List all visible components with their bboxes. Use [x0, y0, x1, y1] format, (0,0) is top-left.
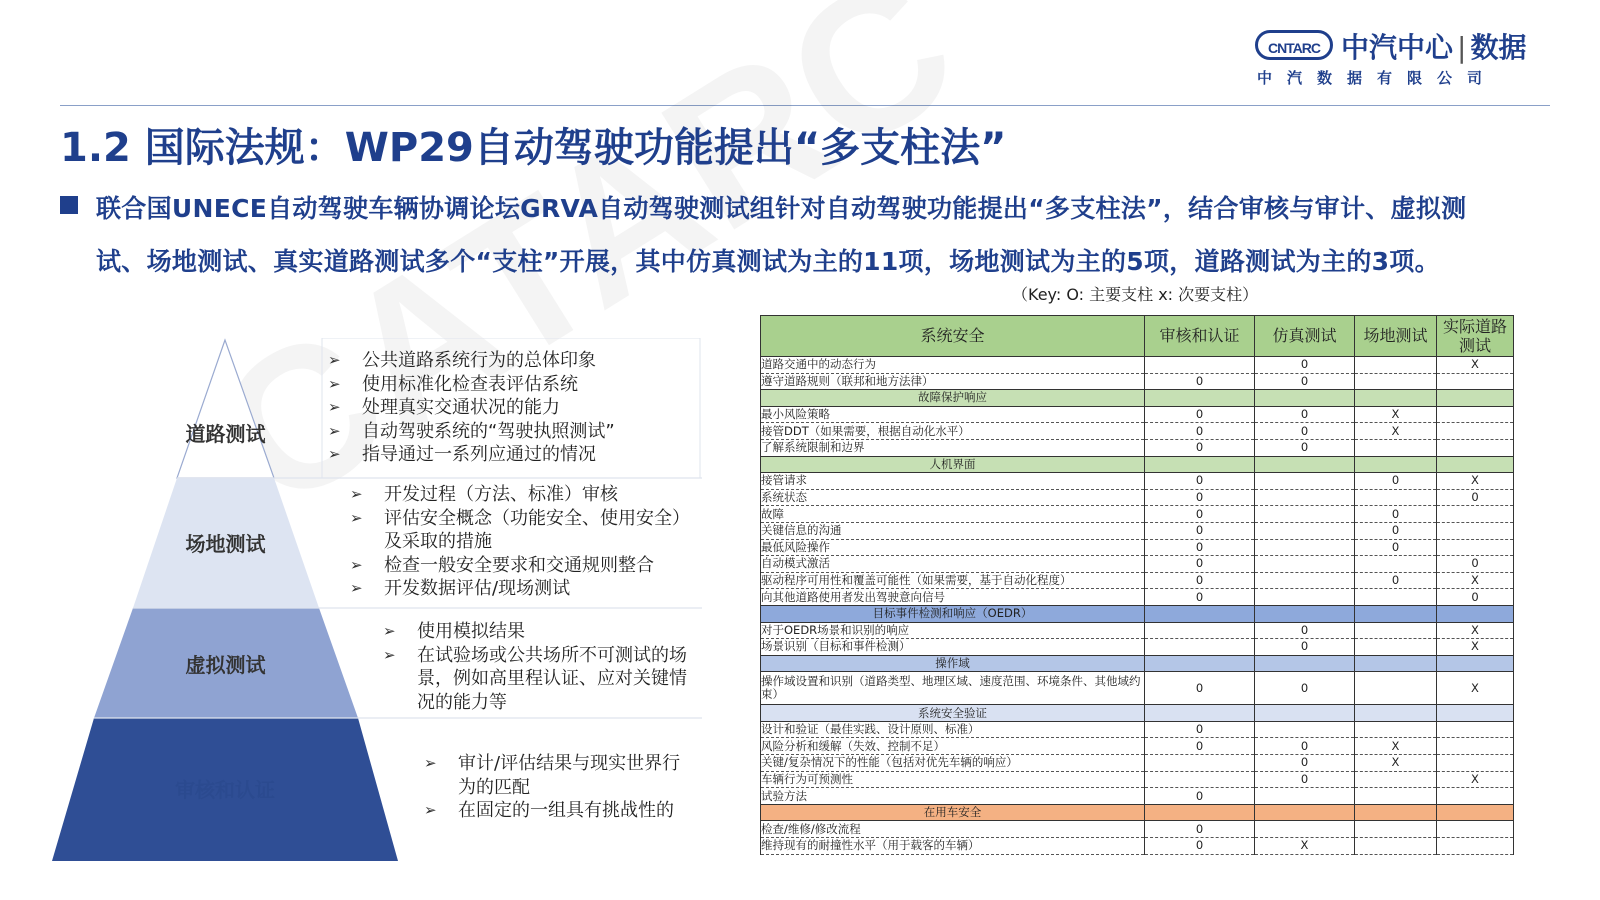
list-item: ➢ 评估安全概念（功能安全、使用安全）及采取的措施	[350, 507, 695, 554]
pillar-mark-cell	[1255, 821, 1355, 838]
road-test-list	[328, 349, 688, 467]
table-section-row	[761, 456, 1514, 473]
company-logo	[1255, 22, 1545, 88]
pillar-mark-cell: 0	[1437, 589, 1514, 606]
pillar-mark-cell: 0	[1355, 473, 1437, 490]
pillar-mark-cell: 0	[1145, 572, 1255, 589]
pillar-mark-cell	[1437, 738, 1514, 755]
pillar-mark-cell: 0	[1145, 522, 1255, 539]
pillar-mark-cell: 0	[1255, 622, 1355, 639]
row-label-cell: 故障	[761, 506, 1145, 523]
pillar-mark-cell	[1355, 439, 1437, 456]
list-item: ➢ 公共道路系统行为的总体印象	[328, 349, 688, 373]
pillar-mark-cell: 0	[1145, 672, 1255, 705]
pyramid-label-track: 场地测试	[185, 532, 266, 556]
page-title: 1.2 国际法规：WP29自动驾驶功能提出“多支柱法”	[60, 125, 1007, 171]
pillar-mark-cell: X	[1355, 423, 1437, 440]
section-fill-cell	[1255, 655, 1355, 672]
virtual-test-list	[383, 620, 698, 714]
table-row	[761, 821, 1514, 838]
table-section-row	[761, 655, 1514, 672]
section-fill-cell	[1355, 390, 1437, 407]
row-label-cell: 设计和验证（最佳实践、设计原则、标准）	[761, 721, 1145, 738]
pillar-mark-cell: 0	[1145, 439, 1255, 456]
pillar-mark-cell: 0	[1145, 506, 1255, 523]
table-row	[761, 771, 1514, 788]
section-label: 目标事件检测和响应（OEDR）	[761, 605, 1145, 622]
table-row	[761, 788, 1514, 805]
pillar-mark-cell	[1437, 522, 1514, 539]
row-label-cell: 向其他道路使用者发出驾驶意向信号	[761, 589, 1145, 606]
pillar-mark-cell: 0	[1145, 821, 1255, 838]
table-section-row	[761, 605, 1514, 622]
pillar-mark-cell	[1255, 556, 1355, 573]
table-row	[761, 506, 1514, 523]
list-item: ➢ 开发过程（方法、标准）审核	[350, 483, 695, 507]
section-label: 操作域	[761, 655, 1145, 672]
table-row	[761, 639, 1514, 656]
table-row	[761, 556, 1514, 573]
section-fill-cell	[1355, 605, 1437, 622]
pillar-mark-cell: 0	[1145, 788, 1255, 805]
section-label: 人机界面	[761, 456, 1145, 473]
pillar-mark-cell: X	[1437, 357, 1514, 374]
pillar-mark-cell: 0	[1355, 506, 1437, 523]
section-label: 系统安全验证	[761, 705, 1145, 722]
pillar-mark-cell: 0	[1145, 721, 1255, 738]
pillar-mark-cell: 0	[1145, 373, 1255, 390]
pillar-mark-cell	[1437, 439, 1514, 456]
list-item: ➢ 检查一般安全要求和交通规则整合	[350, 554, 695, 578]
pillar-mark-cell	[1255, 788, 1355, 805]
pillar-mark-cell	[1437, 821, 1514, 838]
row-label-cell: 关键信息的沟通	[761, 522, 1145, 539]
pillar-mark-cell	[1355, 672, 1437, 705]
track-test-list	[350, 483, 695, 601]
pillar-mark-cell	[1355, 556, 1437, 573]
pillar-mark-cell: 0	[1145, 406, 1255, 423]
pillar-mark-cell: 0	[1145, 738, 1255, 755]
pillar-mark-cell: 0	[1145, 489, 1255, 506]
pillar-mark-cell	[1145, 622, 1255, 639]
table-row	[761, 473, 1514, 490]
pillar-mark-cell: 0	[1437, 556, 1514, 573]
row-label-cell: 自动模式激活	[761, 556, 1145, 573]
header-system-safety: 系统安全	[761, 316, 1145, 357]
pillar-mark-cell: 0	[1355, 572, 1437, 589]
section-fill-cell	[1355, 804, 1437, 821]
pillar-mark-cell: 0	[1145, 423, 1255, 440]
pillar-mark-cell	[1255, 473, 1355, 490]
row-label-cell: 接管DDT（如果需要，根据自动化水平）	[761, 423, 1145, 440]
section-fill-cell	[1255, 804, 1355, 821]
pillar-mark-cell: X	[1355, 755, 1437, 772]
logo-name-suffix: 数据	[1470, 31, 1527, 64]
pillar-mark-cell: X	[1437, 771, 1514, 788]
row-label-cell: 系统状态	[761, 489, 1145, 506]
section-fill-cell	[1437, 655, 1514, 672]
section-fill-cell	[1355, 705, 1437, 722]
table-section-row	[761, 705, 1514, 722]
section-fill-cell	[1437, 605, 1514, 622]
section-fill-cell	[1145, 804, 1255, 821]
pillar-mark-cell	[1437, 406, 1514, 423]
pillar-mark-cell	[1437, 539, 1514, 556]
pillar-mark-cell	[1255, 539, 1355, 556]
pillar-mark-cell	[1355, 838, 1437, 855]
row-label-cell: 维持现有的耐撞性水平（用于载客的车辆）	[761, 838, 1145, 855]
pillar-mark-cell: 0	[1145, 838, 1255, 855]
logo-name-main: 中汽中心	[1341, 31, 1454, 64]
pillar-mark-cell	[1355, 721, 1437, 738]
table-row	[761, 539, 1514, 556]
row-label-cell: 对于OEDR场景和识别的响应	[761, 622, 1145, 639]
pillar-mark-cell	[1145, 357, 1255, 374]
logo-subtitle: 中汽数据有限公司	[1257, 69, 1498, 87]
list-item: ➢ 在试验场或公共场所不可测试的场景，例如高里程认证、应对关键情况的能力等	[383, 644, 698, 715]
row-label-cell: 操作域设置和识别（道路类型、地理区域、速度范围、环境条件、其他域约束）	[761, 672, 1145, 705]
pillar-mark-cell: X	[1437, 672, 1514, 705]
audit-list	[424, 752, 694, 823]
section-fill-cell	[1145, 705, 1255, 722]
pillar-mark-cell: 0	[1255, 771, 1355, 788]
table-section-row	[761, 804, 1514, 821]
pillar-mark-cell: X	[1255, 838, 1355, 855]
intro-paragraph: 联合国UNECE自动驾驶车辆协调论坛GRVA自动驾驶测试组针对自动驾驶功能提出“多支柱法”，结合审核与审计、虚拟测试、场地测试、真实道路测试多个“支柱”开展，其中仿真测试为主的11项，场地测试为主的5项，道路测试为主的3项。	[96, 194, 1467, 276]
row-label-cell: 驱动程序可用性和覆盖可能性（如果需要，基于自动化程度）	[761, 572, 1145, 589]
pillar-mark-cell: 0	[1145, 589, 1255, 606]
row-label-cell: 试验方法	[761, 788, 1145, 805]
pillar-mark-cell: X	[1437, 639, 1514, 656]
pillar-mark-cell: X	[1437, 622, 1514, 639]
pillar-mark-cell: 0	[1255, 672, 1355, 705]
pillar-mark-cell: 0	[1255, 406, 1355, 423]
table-row	[761, 406, 1514, 423]
pillar-mark-cell: 0	[1145, 539, 1255, 556]
pillar-mark-cell	[1355, 788, 1437, 805]
square-bullet-icon	[60, 196, 78, 214]
pillar-mark-cell: 0	[1145, 473, 1255, 490]
table-row	[761, 489, 1514, 506]
section-label: 故障保护响应	[761, 390, 1145, 407]
pillar-mark-cell	[1255, 721, 1355, 738]
pillar-mark-cell	[1437, 788, 1514, 805]
pyramid-label-audit: 审核和认证	[175, 778, 275, 802]
section-fill-cell	[1255, 705, 1355, 722]
pillar-mark-cell: 0	[1255, 755, 1355, 772]
table-row	[761, 672, 1514, 705]
section-fill-cell	[1255, 605, 1355, 622]
pillar-mark-cell: X	[1437, 572, 1514, 589]
pillar-mark-cell: 0	[1437, 489, 1514, 506]
pyramid-level-road	[177, 340, 274, 478]
row-label-cell: 遵守道路规则（联邦和地方法律）	[761, 373, 1145, 390]
pillar-mark-cell	[1437, 721, 1514, 738]
row-label-cell: 场景识别（目标和事件检测）	[761, 639, 1145, 656]
row-label-cell: 最低风险操作	[761, 539, 1145, 556]
header-divider	[60, 105, 1550, 106]
pillar-mark-cell: 0	[1255, 423, 1355, 440]
section-fill-cell	[1355, 655, 1437, 672]
list-item: ➢ 使用标准化检查表评估系统	[328, 373, 688, 397]
pyramid-label-virtual: 虚拟测试	[185, 653, 266, 677]
row-label-cell: 接管请求	[761, 473, 1145, 490]
pillar-mark-cell	[1355, 373, 1437, 390]
pillar-mark-cell: X	[1355, 406, 1437, 423]
pillar-mark-cell	[1437, 838, 1514, 855]
table-row	[761, 572, 1514, 589]
table-row	[761, 838, 1514, 855]
table-row	[761, 622, 1514, 639]
logo-name: 中汽中心 | 数据	[1341, 31, 1527, 64]
pillar-mark-cell	[1145, 755, 1255, 772]
pillar-mark-cell	[1255, 522, 1355, 539]
section-label: 在用车安全	[761, 804, 1145, 821]
table-key-note: （Key: O: 主要支柱 x: 次要支柱）	[1012, 285, 1259, 304]
pillar-mark-cell	[1255, 572, 1355, 589]
pyramid-label-road-text: 道路测试	[185, 422, 266, 446]
section-fill-cell	[1145, 390, 1255, 407]
pillar-mark-cell	[1355, 771, 1437, 788]
list-item: ➢ 指导通过一系列应通过的情况	[328, 443, 688, 467]
header-road: 实际道路测试	[1437, 316, 1514, 357]
pillar-mark-cell: 0	[1255, 639, 1355, 656]
section-fill-cell	[1145, 456, 1255, 473]
pillar-mark-cell: X	[1437, 473, 1514, 490]
pillar-mark-cell	[1437, 506, 1514, 523]
pillar-mark-cell	[1145, 639, 1255, 656]
pillar-mark-cell	[1255, 489, 1355, 506]
row-label-cell: 风险分析和缓解（失效、控制不足）	[761, 738, 1145, 755]
pillar-mark-cell: X	[1355, 738, 1437, 755]
list-item: ➢ 处理真实交通状况的能力	[328, 396, 688, 420]
pillar-mark-cell	[1355, 589, 1437, 606]
list-item: ➢ 在固定的一组具有挑战性的	[424, 799, 694, 823]
pillar-mark-cell: 0	[1355, 539, 1437, 556]
pillar-mark-cell	[1255, 506, 1355, 523]
pillar-mark-cell: 0	[1255, 439, 1355, 456]
pillar-mark-cell: 0	[1255, 357, 1355, 374]
section-fill-cell	[1255, 390, 1355, 407]
list-item: ➢ 开发数据评估/现场测试	[350, 577, 695, 601]
section-fill-cell	[1255, 456, 1355, 473]
row-label-cell: 了解系统限制和边界	[761, 439, 1145, 456]
table-row	[761, 589, 1514, 606]
pillar-mark-cell	[1355, 821, 1437, 838]
section-fill-cell	[1437, 705, 1514, 722]
table-header-row	[761, 316, 1514, 357]
header-audit: 审核和认证	[1145, 316, 1255, 357]
pillar-mark-cell: 0	[1255, 738, 1355, 755]
pillar-mark-cell	[1355, 639, 1437, 656]
section-fill-cell	[1145, 655, 1255, 672]
header-track: 场地测试	[1355, 316, 1437, 357]
section-fill-cell	[1355, 456, 1437, 473]
section-fill-cell	[1437, 804, 1514, 821]
row-label-cell: 关键/复杂情况下的性能（包括对优先车辆的响应）	[761, 755, 1145, 772]
table-row	[761, 738, 1514, 755]
pillar-mark-cell	[1145, 771, 1255, 788]
pillar-mark-cell	[1355, 489, 1437, 506]
table-row	[761, 755, 1514, 772]
table-row	[761, 439, 1514, 456]
section-fill-cell	[1437, 390, 1514, 407]
table-row	[761, 721, 1514, 738]
row-label-cell: 最小风险策略	[761, 406, 1145, 423]
pillar-mark-cell	[1355, 357, 1437, 374]
pillar-mark-cell: 0	[1355, 522, 1437, 539]
row-label-cell: 车辆行为可预测性	[761, 771, 1145, 788]
pillar-mark-cell: 0	[1145, 556, 1255, 573]
table-row	[761, 423, 1514, 440]
pillar-mark-cell	[1355, 622, 1437, 639]
list-item: ➢ 使用模拟结果	[383, 620, 698, 644]
header-simulation: 仿真测试	[1255, 316, 1355, 357]
pyramid-label-road	[178, 420, 273, 448]
pillar-mark-cell	[1255, 589, 1355, 606]
table-row	[761, 357, 1514, 374]
pillar-mark-cell	[1437, 423, 1514, 440]
section-fill-cell	[1437, 456, 1514, 473]
table-row	[761, 522, 1514, 539]
pillar-mark-cell	[1437, 373, 1514, 390]
row-label-cell: 道路交通中的动态行为	[761, 357, 1145, 374]
section-fill-cell	[1145, 605, 1255, 622]
row-label-cell: 检查/维修/修改流程	[761, 821, 1145, 838]
table-body	[761, 357, 1514, 855]
pillar-mark-cell	[1437, 755, 1514, 772]
table-section-row	[761, 390, 1514, 407]
pillar-matrix-table	[760, 315, 1514, 855]
pillar-mark-cell: 0	[1255, 373, 1355, 390]
list-item: ➢ 审计/评估结果与现实世界行为的匹配	[424, 752, 694, 799]
logo-badge: CNTARC	[1255, 30, 1333, 60]
list-item: ➢ 自动驾驶系统的“驾驶执照测试”	[328, 420, 688, 444]
table-row	[761, 373, 1514, 390]
